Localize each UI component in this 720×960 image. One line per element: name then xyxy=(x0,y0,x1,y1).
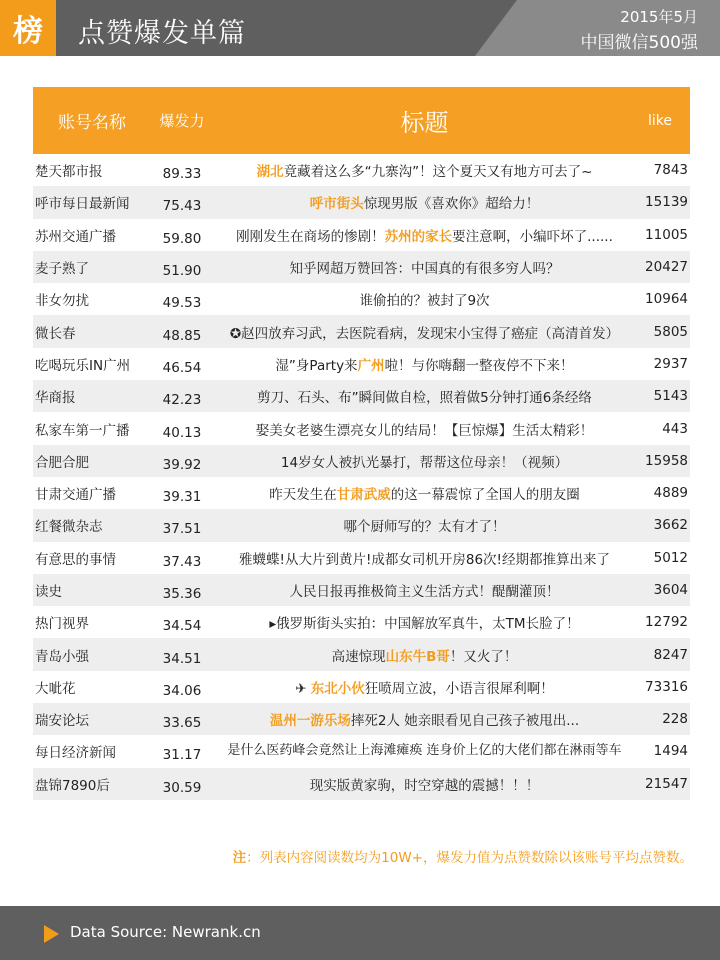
cell-burst: 34.06 xyxy=(162,682,202,699)
table-row xyxy=(33,509,690,541)
cell-burst: 49.53 xyxy=(162,295,202,312)
table-row xyxy=(33,703,690,735)
header-date: 2015年5月 xyxy=(620,8,698,26)
table-row xyxy=(33,283,690,315)
title-segment: 现实版黄家驹，时空穿越的震撼！！！ xyxy=(309,777,540,794)
cell-like: 2937 xyxy=(653,355,688,372)
title-segment: ✪赵四放弃习武，去医院看病，发现宋小宝得了癌症（高清首发） xyxy=(229,325,620,342)
table-row xyxy=(33,638,690,670)
table-row xyxy=(33,412,690,444)
cell-like: 228 xyxy=(662,711,688,728)
table-row xyxy=(33,574,690,606)
table-row xyxy=(33,606,690,638)
cell-title[interactable] xyxy=(219,225,630,245)
title-segment: 竟藏着这么多“九寨沟”！这个夏天又有地方可去了~ xyxy=(283,164,593,181)
cell-like: 3662 xyxy=(653,517,688,534)
play-icon xyxy=(44,925,59,943)
cell-burst: 46.54 xyxy=(162,359,202,376)
cell-burst: 33.65 xyxy=(162,715,202,732)
table-header xyxy=(33,87,690,154)
header-subtitle: 中国微信500强 xyxy=(580,33,698,53)
cell-account: 青岛小强 xyxy=(35,648,89,665)
title-segment: 哪个厨师写的？太有才了！ xyxy=(343,519,506,536)
cell-title[interactable] xyxy=(219,257,630,277)
cell-like: 8247 xyxy=(653,646,688,663)
cell-account: 吃喝玩乐IN广州 xyxy=(35,357,131,374)
cell-account: 甘肃交通广播 xyxy=(35,487,116,504)
cell-burst: 37.51 xyxy=(162,521,202,538)
cell-like: 73316 xyxy=(645,678,688,695)
cell-account: 苏州交通广播 xyxy=(35,228,116,245)
cell-like: 11005 xyxy=(645,226,688,243)
cell-burst: 48.85 xyxy=(162,327,202,344)
title-segment: ▸俄罗斯街头实拍：中国解放军真牛，太TM长脸了！ xyxy=(269,616,580,633)
cell-like: 20427 xyxy=(645,259,688,276)
title-highlight: 呼市街头 xyxy=(309,196,364,213)
cell-account: 华商报 xyxy=(35,390,76,407)
cell-burst: 40.13 xyxy=(162,424,202,441)
cell-burst: 39.92 xyxy=(162,456,202,473)
cell-like: 7843 xyxy=(653,162,688,179)
table-row xyxy=(33,542,690,574)
cell-account: 盘锦7890后 xyxy=(35,777,110,794)
cell-burst: 35.36 xyxy=(162,586,202,602)
title-highlight: 湖北 xyxy=(256,164,284,181)
column-header-like: like xyxy=(647,112,672,129)
cell-burst: 31.17 xyxy=(162,747,202,764)
cell-account: 大呲花 xyxy=(35,680,76,697)
title-segment: ✈ xyxy=(295,680,311,697)
footnote-label: 注 xyxy=(232,850,247,866)
cell-account: 私家车第一广播 xyxy=(35,422,130,439)
cell-title[interactable] xyxy=(219,192,630,212)
footnote xyxy=(233,846,693,866)
table-row xyxy=(33,154,690,186)
cell-account: 楚天都市报 xyxy=(35,164,103,181)
table-row xyxy=(33,315,690,347)
title-segment: 14岁女人被扒光暴打，帮帮这位母亲！（视频） xyxy=(280,454,569,471)
cell-like: 5143 xyxy=(653,388,688,405)
cell-account: 合肥合肥 xyxy=(35,454,89,471)
cell-account: 读史 xyxy=(35,584,62,600)
table-row xyxy=(33,380,690,412)
column-header-title: 标题 xyxy=(400,109,449,137)
title-highlight: 苏州的家长 xyxy=(384,228,453,245)
title-highlight: 广州 xyxy=(357,357,385,374)
cell-account: 红餐微杂志 xyxy=(35,519,103,536)
cell-like: 4889 xyxy=(653,485,688,502)
cell-title[interactable] xyxy=(219,451,630,471)
cell-like: 5805 xyxy=(653,323,688,340)
cell-title[interactable] xyxy=(219,354,630,374)
cell-account: 麦子熟了 xyxy=(35,261,89,278)
cell-title[interactable] xyxy=(219,612,630,632)
column-header-account: 账号名称 xyxy=(58,113,126,133)
cell-like: 3604 xyxy=(653,582,688,598)
title-segment: 的这一幕震惊了全国人的朋友圈 xyxy=(390,487,580,504)
title-segment: 娶美女老婆生漂亮女儿的结局！【巨惊爆】生活太精彩！ xyxy=(255,422,594,439)
title-segment: 狂喷周立波，小语言很犀利啊！ xyxy=(364,680,554,697)
cell-title[interactable] xyxy=(219,548,630,568)
column-header-burst: 爆发力 xyxy=(159,112,205,130)
table-row xyxy=(33,186,690,218)
cell-burst: 75.43 xyxy=(162,198,202,215)
table-body xyxy=(33,154,690,800)
table-row xyxy=(33,671,690,703)
title-highlight: 东北小伙 xyxy=(310,680,365,697)
table-row xyxy=(33,768,690,800)
cell-like: 15958 xyxy=(645,452,688,469)
title-segment: 摔死2人 她亲眼看见自己孩子被甩出... xyxy=(350,713,580,730)
cell-title[interactable] xyxy=(219,677,630,697)
cell-like: 12792 xyxy=(645,614,688,631)
cell-account: 每日经济新闻 xyxy=(35,745,116,762)
cell-burst: 39.31 xyxy=(162,489,202,506)
title-segment: 人民日报再推极简主义生活方式！醍醐灌顶！ xyxy=(289,584,560,600)
cell-title[interactable] xyxy=(219,419,630,439)
cell-title[interactable] xyxy=(219,774,630,794)
table-row xyxy=(33,445,690,477)
cell-title[interactable] xyxy=(219,645,630,665)
cell-title[interactable] xyxy=(219,743,630,759)
title-segment: 湿”身Party来 xyxy=(275,357,358,374)
title-segment: 高速惊现 xyxy=(331,648,386,665)
cell-like: 1494 xyxy=(653,743,688,760)
cell-account: 有意思的事情 xyxy=(35,551,116,568)
table-row xyxy=(33,219,690,251)
cell-title[interactable] xyxy=(219,709,630,729)
table-row xyxy=(33,348,690,380)
cell-title[interactable] xyxy=(219,289,630,309)
footnote-text: ：列表内容阅读数均为10W+，爆发力值为点赞数除以该账号平均点赞数。 xyxy=(246,850,693,866)
cell-like: 5012 xyxy=(653,549,688,566)
cell-account: 非女勿扰 xyxy=(35,293,89,310)
title-segment: 谁偷拍的？被封了9次 xyxy=(359,293,490,310)
title-highlight: 甘肃武威 xyxy=(336,487,391,504)
title-segment: ！又火了！ xyxy=(449,648,518,665)
title-highlight: 山东牛B哥 xyxy=(385,648,450,665)
title-segment: 刚刚发生在商场的惨剧！ xyxy=(236,228,385,245)
title-highlight: 温州一游乐场 xyxy=(269,713,351,730)
cell-burst: 34.51 xyxy=(162,650,202,667)
cell-account: 瑞安论坛 xyxy=(35,713,89,730)
page-footer xyxy=(0,906,720,960)
page-header xyxy=(0,0,720,56)
cell-title[interactable] xyxy=(219,386,630,406)
cell-like: 21547 xyxy=(645,775,688,792)
title-segment: 昨天发生在 xyxy=(269,487,337,504)
title-segment: 雅蠛蝶!从大片到黄片!成都女司机开房86次!经期都推算出来了 xyxy=(239,551,610,568)
title-segment: 惊现男版《喜欢你》超给力！ xyxy=(363,196,540,213)
cell-burst: 30.59 xyxy=(162,779,202,796)
table-row xyxy=(33,251,690,283)
cell-account: 热门视界 xyxy=(35,616,89,633)
ranking-logo xyxy=(0,0,56,56)
cell-title[interactable] xyxy=(219,515,630,535)
title-segment: 是什么医药峰会竟然让上海滩瘫痪 连身价上亿的大佬们都在淋雨等车 xyxy=(227,743,622,759)
data-source: Data Source: Newrank.cn xyxy=(70,923,261,941)
cell-title[interactable] xyxy=(219,160,630,180)
title-segment: 剪刀、石头、布”瞬间做自检，照着做5分钟打通6条经络 xyxy=(257,390,592,407)
title-segment: 要注意啊，小编吓坏了...... xyxy=(452,228,613,245)
title-segment: 啦！与你嗨翻一整夜停不下来！ xyxy=(384,357,574,374)
cell-like: 443 xyxy=(662,420,688,437)
cell-burst: 59.80 xyxy=(162,230,202,247)
cell-burst: 34.54 xyxy=(162,618,202,635)
cell-title[interactable] xyxy=(219,580,630,600)
cell-burst: 37.43 xyxy=(162,553,202,570)
cell-burst: 51.90 xyxy=(162,263,202,280)
cell-like: 15139 xyxy=(645,194,688,211)
ranking-table xyxy=(33,87,690,800)
cell-account: 呼市每日最新闻 xyxy=(35,196,130,213)
title-segment: 知乎网超万赞回答：中国真的有很多穷人吗？ xyxy=(289,261,560,278)
cell-burst: 42.23 xyxy=(162,392,202,409)
cell-like: 10964 xyxy=(645,291,688,308)
table-row xyxy=(33,477,690,509)
logo-char: 榜 xyxy=(13,14,43,49)
page-title: 点赞爆发单篇 xyxy=(78,18,246,49)
table-row xyxy=(33,735,690,767)
cell-title[interactable] xyxy=(219,322,630,342)
cell-title[interactable] xyxy=(219,483,630,503)
cell-burst: 89.33 xyxy=(162,166,202,183)
cell-account: 微长春 xyxy=(35,325,76,342)
